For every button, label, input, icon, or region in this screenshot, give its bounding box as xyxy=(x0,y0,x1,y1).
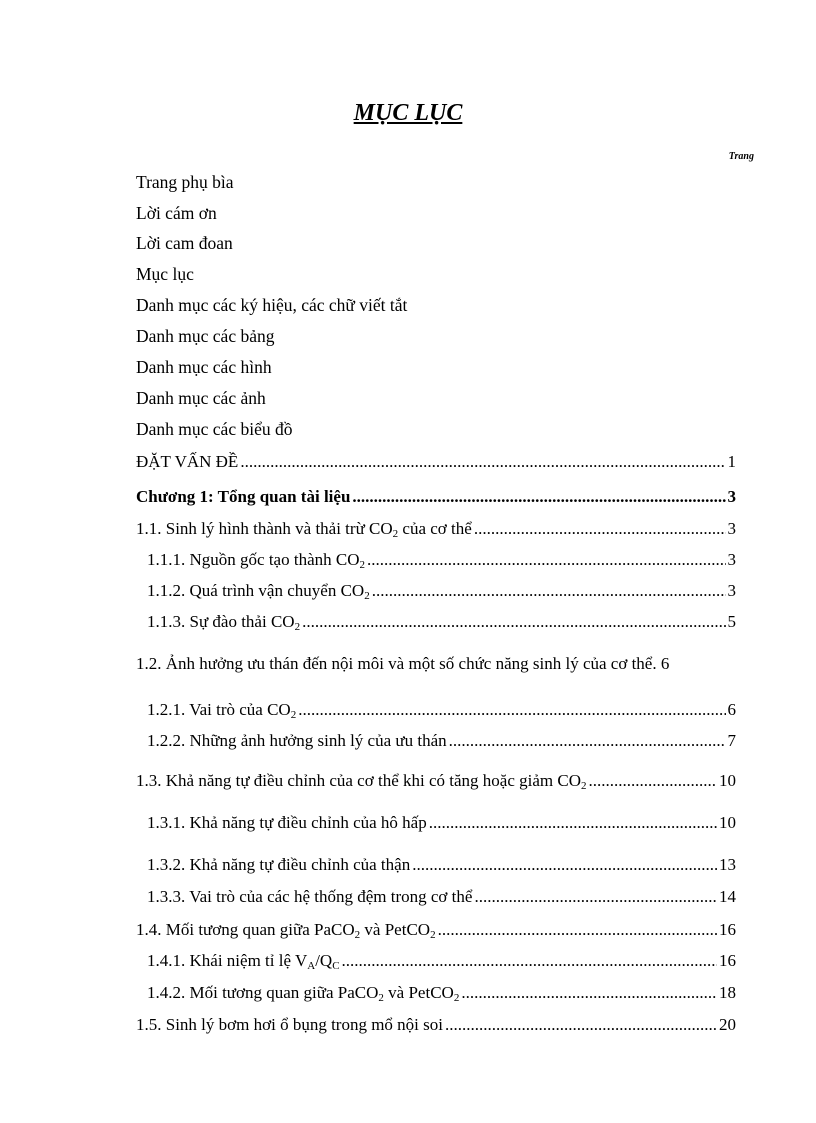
leader-dots xyxy=(412,855,717,875)
toc-entry[interactable] xyxy=(147,612,736,632)
leader-dots xyxy=(302,612,725,632)
front-matter-item: Lời cam đoan xyxy=(136,233,233,253)
toc-entry-title: 1.4. Mối tương quan giữa PaCO$_2$ và PetCO$_2$ xyxy=(136,920,436,941)
toc-page-number: 16 xyxy=(719,920,736,939)
toc-entry[interactable] xyxy=(147,855,736,875)
leader-dots xyxy=(352,487,725,507)
toc-entry[interactable] xyxy=(147,700,736,720)
front-matter-item: Danh mục các ký hiệu, các chữ viết tắt xyxy=(136,295,408,315)
toc-page-number: 3 xyxy=(727,550,736,569)
toc-page-number: 10 xyxy=(719,813,736,832)
front-matter-item: Danh mục các biểu đồ xyxy=(136,419,293,439)
leader-dots xyxy=(588,771,717,791)
toc-page-number: 3 xyxy=(727,487,736,506)
toc-page-number: 13 xyxy=(719,855,736,874)
front-matter-item: Danh mục các bảng xyxy=(136,326,275,346)
toc-entry[interactable] xyxy=(136,771,736,791)
leader-dots xyxy=(474,519,726,539)
toc-entry-title: 1.1. Sinh lý hình thành và thải trừ $CO_2$ của cơ thể xyxy=(136,519,472,540)
leader-dots xyxy=(240,452,725,472)
toc-entry-title: 1.3.1. Khả năng tự điều chỉnh của hô hấp xyxy=(147,813,427,832)
leader-dots xyxy=(342,951,717,971)
toc-entry[interactable] xyxy=(136,452,736,472)
toc-entry-title: 1.2.2. Những ảnh hưởng sinh lý của ưu thán xyxy=(147,731,447,750)
toc-entry[interactable] xyxy=(147,887,736,907)
toc-entry-title: 1.3.2. Khả năng tự điều chỉnh của thận xyxy=(147,855,411,874)
toc-page-number: 18 xyxy=(719,983,736,1002)
toc-entry[interactable] xyxy=(147,581,736,601)
toc-entry-title: 1.4.2. Mối tương quan giữa PaCO$_2$ và PetCO$_2$ xyxy=(147,983,460,1004)
toc-entry[interactable] xyxy=(147,550,736,570)
toc-entry-title: 1.3.3. Vai trò của các hệ thống đệm trong cơ thể xyxy=(147,887,473,906)
leader-dots xyxy=(429,813,717,833)
toc-entry-title: 1.4.1. Khái niệm tỉ lệ $V_A/Q_C$ xyxy=(147,951,340,972)
front-matter-item: Trang phụ bìa xyxy=(136,172,234,192)
page-title: MỤC LỤC xyxy=(353,100,463,126)
page-column-label: Trang xyxy=(728,151,754,162)
toc-page-number: 5 xyxy=(727,612,736,631)
toc-entry-title: ĐẶT VẤN ĐỀ xyxy=(136,452,239,471)
front-matter-item: Mục lục xyxy=(136,264,194,284)
leader-dots xyxy=(438,920,717,940)
toc-page-number: 1 xyxy=(727,452,736,471)
toc-page-number: 6 xyxy=(660,654,670,673)
toc-page-number: 6 xyxy=(727,700,736,719)
toc-entry[interactable] xyxy=(147,813,736,833)
front-matter-item: Danh mục các ảnh xyxy=(136,388,266,408)
leader-dots xyxy=(461,983,717,1003)
toc-entry[interactable] xyxy=(136,920,736,940)
leader-dots xyxy=(372,581,726,601)
toc-page-number: 14 xyxy=(719,887,736,906)
toc-entry[interactable] xyxy=(147,951,736,971)
front-matter-item: Lời cám ơn xyxy=(136,203,217,223)
toc-entry[interactable] xyxy=(136,1015,736,1035)
toc-entry-title: 1.5. Sinh lý bơm hơi ổ bụng trong mổ nội soi xyxy=(136,1015,443,1034)
toc-entry-title: 1.1.1. Nguồn gốc tạo thành $CO_2$ xyxy=(147,550,365,571)
leader-dots xyxy=(449,731,726,751)
toc-entry[interactable] xyxy=(136,654,736,674)
toc-page-number: 7 xyxy=(727,731,736,750)
toc-entry-title: 1.3. Khả năng tự điều chỉnh của cơ thể khi có tăng hoặc giảm $CO_2$ xyxy=(136,771,587,792)
toc-entry[interactable] xyxy=(136,519,736,539)
toc-page-number: 16 xyxy=(719,951,736,970)
period: . xyxy=(652,654,661,673)
leader-dots xyxy=(445,1015,717,1035)
leader-dots xyxy=(298,700,725,720)
toc-entry-title: 1.1.2. Quá trình vận chuyển $CO_2$ xyxy=(147,581,370,602)
toc-page-number: 10 xyxy=(719,771,736,790)
leader-dots xyxy=(367,550,726,570)
leader-dots xyxy=(474,887,717,907)
toc-entry[interactable] xyxy=(147,731,736,751)
toc-entry-title: Chương 1: Tổng quan tài liệu xyxy=(136,487,351,506)
toc-entry-title: 1.1.3. Sự đào thải $CO_2$ xyxy=(147,612,301,633)
toc-entry-title: 1.2. Ảnh hưởng ưu thán đến nội môi và một số chức năng sinh lý của cơ thể xyxy=(136,654,653,673)
toc-page-number: 20 xyxy=(719,1015,736,1034)
toc-entry[interactable] xyxy=(147,983,736,1003)
toc-page-number: 3 xyxy=(727,581,736,600)
toc-page-number: 3 xyxy=(727,519,736,538)
front-matter-item: Danh mục các hình xyxy=(136,357,272,377)
toc-entry-chapter[interactable] xyxy=(136,487,736,507)
toc-entry-title: 1.2.1. Vai trò của $CO_2$ xyxy=(147,700,297,721)
